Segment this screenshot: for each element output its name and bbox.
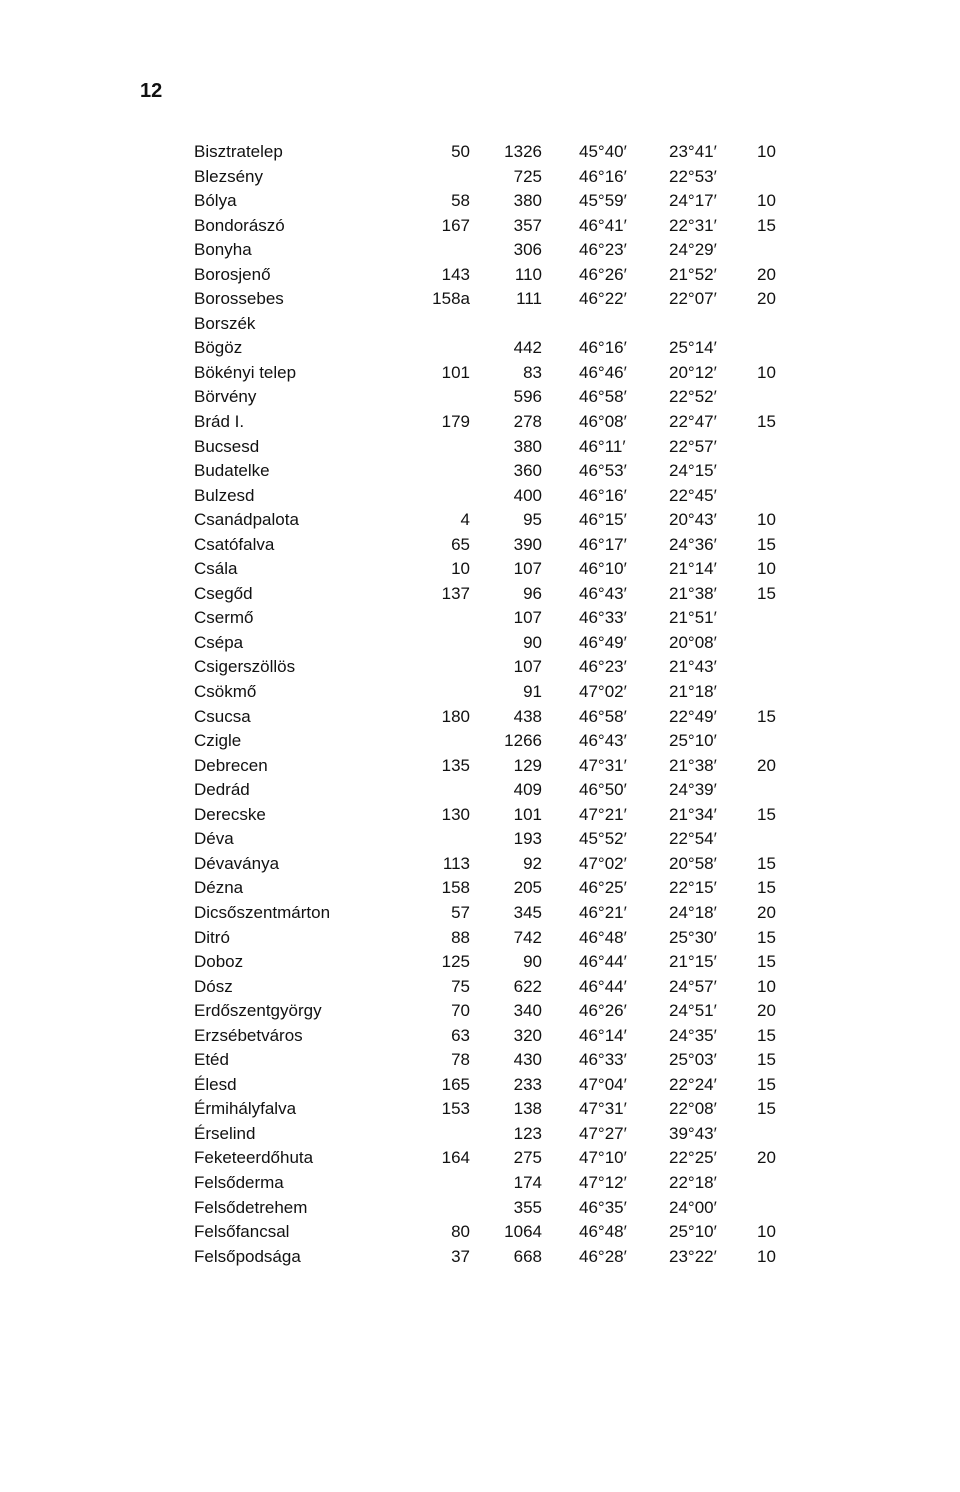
table-row xyxy=(194,827,794,852)
altitude-value: 360 xyxy=(513,461,542,481)
longitude-value: 25°03′ xyxy=(669,1050,717,1070)
longitude-value: 21°18′ xyxy=(669,682,717,702)
station-number: 125 xyxy=(441,952,470,972)
place-name: Dicsőszentmárton xyxy=(194,902,331,922)
place-name: Dévaványa xyxy=(194,853,280,873)
last-column-value: 20 xyxy=(757,289,776,309)
place-name: Csigerszöllös xyxy=(194,657,296,677)
table-row xyxy=(194,287,794,312)
table-row xyxy=(194,950,794,975)
last-column-value: 15 xyxy=(757,583,776,603)
station-number: 165 xyxy=(441,1074,470,1094)
altitude-value: 442 xyxy=(513,338,542,358)
latitude-value: 46°26′ xyxy=(579,264,627,284)
longitude-value: 24°35′ xyxy=(669,1025,717,1045)
longitude-value: 22°53′ xyxy=(669,166,717,186)
place-name: Felsődetrehem xyxy=(194,1197,308,1217)
station-number: 10 xyxy=(451,559,470,579)
altitude-value: 1266 xyxy=(504,731,542,751)
longitude-value: 20°43′ xyxy=(669,510,717,530)
last-column-value: 10 xyxy=(757,142,776,161)
station-number: 75 xyxy=(451,976,470,996)
altitude-value: 92 xyxy=(523,853,542,873)
table-row xyxy=(194,1122,794,1147)
last-column-value: 20 xyxy=(757,755,776,775)
latitude-value: 47°21′ xyxy=(579,804,627,824)
longitude-value: 22°24′ xyxy=(669,1074,717,1094)
altitude-value: 107 xyxy=(513,657,542,677)
table-row xyxy=(194,999,794,1024)
table-row xyxy=(194,1220,794,1245)
longitude-value: 25°30′ xyxy=(669,927,717,947)
last-column-value: 15 xyxy=(757,1025,776,1045)
last-column-value: 15 xyxy=(757,1099,776,1119)
altitude-value: 345 xyxy=(513,902,542,922)
last-column-value: 15 xyxy=(757,215,776,235)
longitude-value: 25°14′ xyxy=(669,338,717,358)
altitude-value: 96 xyxy=(523,583,542,603)
place-name: Déva xyxy=(194,829,234,849)
longitude-value: 22°15′ xyxy=(669,878,717,898)
gazetteer-table xyxy=(194,140,794,1269)
place-name: Csermő xyxy=(194,608,254,628)
station-number: 130 xyxy=(441,804,470,824)
table-row xyxy=(194,1073,794,1098)
table-row xyxy=(194,1097,794,1122)
station-number: 143 xyxy=(441,264,470,284)
latitude-value: 47°02′ xyxy=(579,682,627,702)
table-row xyxy=(194,533,794,558)
last-column-value: 10 xyxy=(757,1222,776,1242)
altitude-value: 306 xyxy=(513,240,542,260)
table-row xyxy=(194,508,794,533)
longitude-value: 39°43′ xyxy=(669,1123,717,1143)
latitude-value: 46°26′ xyxy=(579,1001,627,1021)
table-row xyxy=(194,631,794,656)
latitude-value: 46°46′ xyxy=(579,362,627,382)
altitude-value: 278 xyxy=(513,412,542,432)
station-number: 153 xyxy=(441,1099,470,1119)
last-column-value: 20 xyxy=(757,902,776,922)
altitude-value: 409 xyxy=(513,780,542,800)
last-column-value: 10 xyxy=(757,1246,776,1266)
longitude-value: 21°52′ xyxy=(669,264,717,284)
place-name: Erdőszentgyörgy xyxy=(194,1001,322,1021)
last-column-value: 15 xyxy=(757,706,776,726)
longitude-value: 24°57′ xyxy=(669,976,717,996)
altitude-value: 596 xyxy=(513,387,542,407)
altitude-value: 1064 xyxy=(504,1222,542,1242)
station-number: 57 xyxy=(451,902,470,922)
table-row xyxy=(194,803,794,828)
table-row xyxy=(194,361,794,386)
longitude-value: 23°41′ xyxy=(669,142,717,161)
table-row xyxy=(194,385,794,410)
altitude-value: 110 xyxy=(514,264,542,284)
place-name: Érselind xyxy=(194,1123,256,1143)
station-number: 37 xyxy=(451,1246,470,1266)
latitude-value: 47°31′ xyxy=(579,755,627,775)
latitude-value: 46°25′ xyxy=(579,878,627,898)
table-row xyxy=(194,1024,794,1049)
latitude-value: 46°48′ xyxy=(579,927,627,947)
place-name: Csökmő xyxy=(194,682,257,702)
latitude-value: 46°41′ xyxy=(579,215,627,235)
station-number: 78 xyxy=(451,1050,470,1070)
place-name: Csegőd xyxy=(194,583,253,603)
longitude-value: 22°45′ xyxy=(669,485,717,505)
altitude-value: 622 xyxy=(513,976,542,996)
station-number: 101 xyxy=(441,362,470,382)
latitude-value: 45°52′ xyxy=(579,829,627,849)
latitude-value: 46°11′ xyxy=(579,436,626,456)
longitude-value: 21°34′ xyxy=(669,804,717,824)
latitude-value: 46°48′ xyxy=(579,1222,627,1242)
latitude-value: 46°58′ xyxy=(579,706,627,726)
place-name: Ditró xyxy=(194,927,230,947)
place-name: Dósz xyxy=(194,976,233,996)
table-row xyxy=(194,1196,794,1221)
place-name: Bucsesd xyxy=(194,436,260,456)
station-number: 135 xyxy=(441,755,470,775)
table-row xyxy=(194,778,794,803)
latitude-value: 46°33′ xyxy=(579,608,627,628)
altitude-value: 390 xyxy=(513,534,542,554)
place-name: Brád I. xyxy=(194,412,245,432)
last-column-value: 10 xyxy=(757,510,776,530)
latitude-value: 46°15′ xyxy=(579,510,627,530)
place-name: Csatófalva xyxy=(194,534,275,554)
altitude-value: 357 xyxy=(513,215,542,235)
place-name: Dézna xyxy=(194,878,244,898)
page-number: 12 xyxy=(140,80,163,102)
latitude-value: 46°16′ xyxy=(579,166,627,186)
latitude-value: 46°21′ xyxy=(579,902,627,922)
table-row xyxy=(194,238,794,263)
station-number: 4 xyxy=(460,510,470,530)
altitude-value: 275 xyxy=(513,1148,542,1168)
latitude-value: 47°10′ xyxy=(579,1148,627,1168)
table-row xyxy=(194,705,794,730)
latitude-value: 46°35′ xyxy=(579,1197,627,1217)
latitude-value: 47°04′ xyxy=(579,1074,627,1094)
altitude-value: 438 xyxy=(513,706,542,726)
altitude-value: 123 xyxy=(513,1123,542,1143)
last-column-value: 15 xyxy=(757,412,776,432)
last-column-value: 10 xyxy=(757,976,776,996)
latitude-value: 47°27′ xyxy=(579,1123,627,1143)
station-number: 65 xyxy=(451,534,470,554)
altitude-value: 83 xyxy=(523,362,542,382)
table-row xyxy=(194,312,794,337)
longitude-value: 22°31′ xyxy=(669,215,717,235)
station-number: 137 xyxy=(441,583,470,603)
place-name: Budatelke xyxy=(194,461,270,481)
longitude-value: 22°07′ xyxy=(669,289,717,309)
station-number: 164 xyxy=(441,1148,470,1168)
longitude-value: 20°08′ xyxy=(669,632,717,652)
latitude-value: 46°53′ xyxy=(579,461,627,481)
table-row xyxy=(194,1146,794,1171)
longitude-value: 21°15′ xyxy=(669,952,717,972)
station-number: 158 xyxy=(441,878,470,898)
table-row xyxy=(194,336,794,361)
longitude-value: 22°57′ xyxy=(669,436,717,456)
longitude-value: 24°39′ xyxy=(669,780,717,800)
station-number: 158a xyxy=(432,289,470,309)
longitude-value: 20°58′ xyxy=(669,853,717,873)
longitude-value: 24°29′ xyxy=(669,240,717,260)
place-name: Élesd xyxy=(194,1074,237,1094)
altitude-value: 742 xyxy=(513,927,542,947)
last-column-value: 15 xyxy=(757,952,776,972)
place-name: Csucsa xyxy=(194,706,251,726)
latitude-value: 46°08′ xyxy=(579,412,627,432)
station-number: 58 xyxy=(451,191,470,211)
table-row xyxy=(194,140,794,165)
table-row xyxy=(194,189,794,214)
table-row xyxy=(194,876,794,901)
altitude-value: 111 xyxy=(516,289,542,309)
place-name: Debrecen xyxy=(194,755,268,775)
table-row xyxy=(194,852,794,877)
table-row xyxy=(194,926,794,951)
latitude-value: 46°16′ xyxy=(579,485,627,505)
longitude-value: 22°47′ xyxy=(669,412,717,432)
place-name: Etéd xyxy=(194,1050,229,1070)
latitude-value: 46°33′ xyxy=(579,1050,627,1070)
longitude-value: 21°38′ xyxy=(669,583,717,603)
latitude-value: 46°44′ xyxy=(579,952,627,972)
latitude-value: 46°16′ xyxy=(579,338,627,358)
altitude-value: 400 xyxy=(513,485,542,505)
place-name: Bögöz xyxy=(194,338,243,358)
latitude-value: 46°43′ xyxy=(579,583,627,603)
longitude-value: 24°36′ xyxy=(669,534,717,554)
last-column-value: 15 xyxy=(757,804,776,824)
place-name: Czigle xyxy=(194,731,242,751)
altitude-value: 95 xyxy=(523,510,542,530)
last-column-value: 10 xyxy=(757,362,776,382)
longitude-value: 23°22′ xyxy=(669,1246,717,1266)
table-row xyxy=(194,754,794,779)
altitude-value: 340 xyxy=(513,1001,542,1021)
last-column-value: 20 xyxy=(757,264,776,284)
last-column-value: 15 xyxy=(757,1050,776,1070)
place-name: Bisztratelep xyxy=(194,142,283,161)
table-row xyxy=(194,1171,794,1196)
table-row xyxy=(194,582,794,607)
station-number: 70 xyxy=(451,1001,470,1021)
place-name: Csála xyxy=(194,559,238,579)
table-row xyxy=(194,975,794,1000)
latitude-value: 46°28′ xyxy=(579,1246,627,1266)
place-name: Bökényi telep xyxy=(194,362,297,382)
altitude-value: 430 xyxy=(513,1050,542,1070)
place-name: Blezsény xyxy=(194,166,263,186)
place-name: Bonyha xyxy=(194,240,252,260)
place-name: Felsőderma xyxy=(194,1172,284,1192)
place-name: Csanádpalota xyxy=(194,510,299,530)
longitude-value: 22°49′ xyxy=(669,706,717,726)
latitude-value: 47°31′ xyxy=(579,1099,627,1119)
place-name: Csépa xyxy=(194,632,244,652)
station-number: 50 xyxy=(451,142,470,161)
table-row xyxy=(194,214,794,239)
place-name: Feketeerdőhuta xyxy=(194,1148,314,1168)
table-row xyxy=(194,410,794,435)
longitude-value: 22°25′ xyxy=(669,1148,717,1168)
place-name: Bulzesd xyxy=(194,485,255,505)
station-number: 167 xyxy=(441,215,470,235)
altitude-value: 129 xyxy=(513,755,542,775)
place-name: Felsőfancsal xyxy=(194,1222,290,1242)
longitude-value: 22°54′ xyxy=(669,829,717,849)
last-column-value: 10 xyxy=(757,191,776,211)
longitude-value: 24°18′ xyxy=(669,902,717,922)
altitude-value: 107 xyxy=(513,608,542,628)
latitude-value: 46°49′ xyxy=(579,632,627,652)
longitude-value: 21°43′ xyxy=(669,657,717,677)
longitude-value: 21°51′ xyxy=(669,608,717,628)
table-row xyxy=(194,606,794,631)
longitude-value: 25°10′ xyxy=(669,731,717,751)
place-name: Bondorászó xyxy=(194,215,285,235)
table-row xyxy=(194,435,794,460)
altitude-value: 233 xyxy=(513,1074,542,1094)
table-row xyxy=(194,729,794,754)
longitude-value: 21°14′ xyxy=(669,559,717,579)
place-name: Felsőpodsága xyxy=(194,1246,301,1266)
station-number: 113 xyxy=(442,853,470,873)
latitude-value: 45°59′ xyxy=(579,191,627,211)
place-name: Borossebes xyxy=(194,289,284,309)
place-name: Erzsébetváros xyxy=(194,1025,303,1045)
latitude-value: 46°14′ xyxy=(579,1025,627,1045)
latitude-value: 47°12′ xyxy=(579,1172,627,1192)
last-column-value: 15 xyxy=(757,927,776,947)
last-column-value: 20 xyxy=(757,1148,776,1168)
last-column-value: 15 xyxy=(757,878,776,898)
table-row xyxy=(194,484,794,509)
longitude-value: 22°08′ xyxy=(669,1099,717,1119)
station-number: 80 xyxy=(451,1222,470,1242)
altitude-value: 725 xyxy=(513,166,542,186)
latitude-value: 46°22′ xyxy=(579,289,627,309)
place-name: Érmihályfalva xyxy=(194,1099,297,1119)
place-name: Doboz xyxy=(194,952,244,972)
altitude-value: 380 xyxy=(513,191,542,211)
place-name: Borosjenő xyxy=(194,264,271,284)
last-column-value: 15 xyxy=(757,534,776,554)
latitude-value: 46°17′ xyxy=(579,534,627,554)
place-name: Derecske xyxy=(194,804,266,824)
altitude-value: 193 xyxy=(513,829,542,849)
longitude-value: 25°10′ xyxy=(669,1222,717,1242)
altitude-value: 205 xyxy=(513,878,542,898)
table-row xyxy=(194,655,794,680)
place-name: Borszék xyxy=(194,313,256,333)
latitude-value: 47°02′ xyxy=(579,853,627,873)
place-name: Börvény xyxy=(194,387,257,407)
station-number: 179 xyxy=(441,412,470,432)
altitude-value: 101 xyxy=(513,804,542,824)
table-row xyxy=(194,901,794,926)
altitude-value: 1326 xyxy=(504,142,542,161)
station-number: 180 xyxy=(441,706,470,726)
altitude-value: 138 xyxy=(513,1099,542,1119)
longitude-value: 24°00′ xyxy=(669,1197,717,1217)
last-column-value: 20 xyxy=(757,1001,776,1021)
latitude-value: 46°58′ xyxy=(579,387,627,407)
longitude-value: 24°17′ xyxy=(669,191,717,211)
place-name: Dedrád xyxy=(194,780,250,800)
altitude-value: 320 xyxy=(513,1025,542,1045)
latitude-value: 46°50′ xyxy=(579,780,627,800)
last-column-value: 10 xyxy=(757,559,776,579)
table-row xyxy=(194,165,794,190)
latitude-value: 46°44′ xyxy=(579,976,627,996)
longitude-value: 20°12′ xyxy=(669,362,717,382)
latitude-value: 46°23′ xyxy=(579,240,627,260)
table-row xyxy=(194,1245,794,1270)
altitude-value: 355 xyxy=(513,1197,542,1217)
last-column-value: 15 xyxy=(757,1074,776,1094)
latitude-value: 46°10′ xyxy=(579,559,627,579)
longitude-value: 24°15′ xyxy=(669,461,717,481)
altitude-value: 174 xyxy=(513,1172,542,1192)
latitude-value: 46°23′ xyxy=(579,657,627,677)
last-column-value: 15 xyxy=(757,853,776,873)
altitude-value: 107 xyxy=(513,559,542,579)
station-number: 63 xyxy=(451,1025,470,1045)
longitude-value: 22°52′ xyxy=(669,387,717,407)
altitude-value: 668 xyxy=(513,1246,542,1266)
place-name: Bólya xyxy=(194,191,237,211)
station-number: 88 xyxy=(451,927,470,947)
longitude-value: 21°38′ xyxy=(669,755,717,775)
table-row xyxy=(194,680,794,705)
table-row xyxy=(194,459,794,484)
latitude-value: 46°43′ xyxy=(579,731,627,751)
altitude-value: 90 xyxy=(523,632,542,652)
altitude-value: 90 xyxy=(523,952,542,972)
table-row xyxy=(194,263,794,288)
latitude-value: 45°40′ xyxy=(579,142,627,161)
table-row xyxy=(194,1048,794,1073)
altitude-value: 91 xyxy=(523,682,542,702)
altitude-value: 380 xyxy=(513,436,542,456)
longitude-value: 24°51′ xyxy=(669,1001,717,1021)
table-row xyxy=(194,557,794,582)
longitude-value: 22°18′ xyxy=(669,1172,717,1192)
